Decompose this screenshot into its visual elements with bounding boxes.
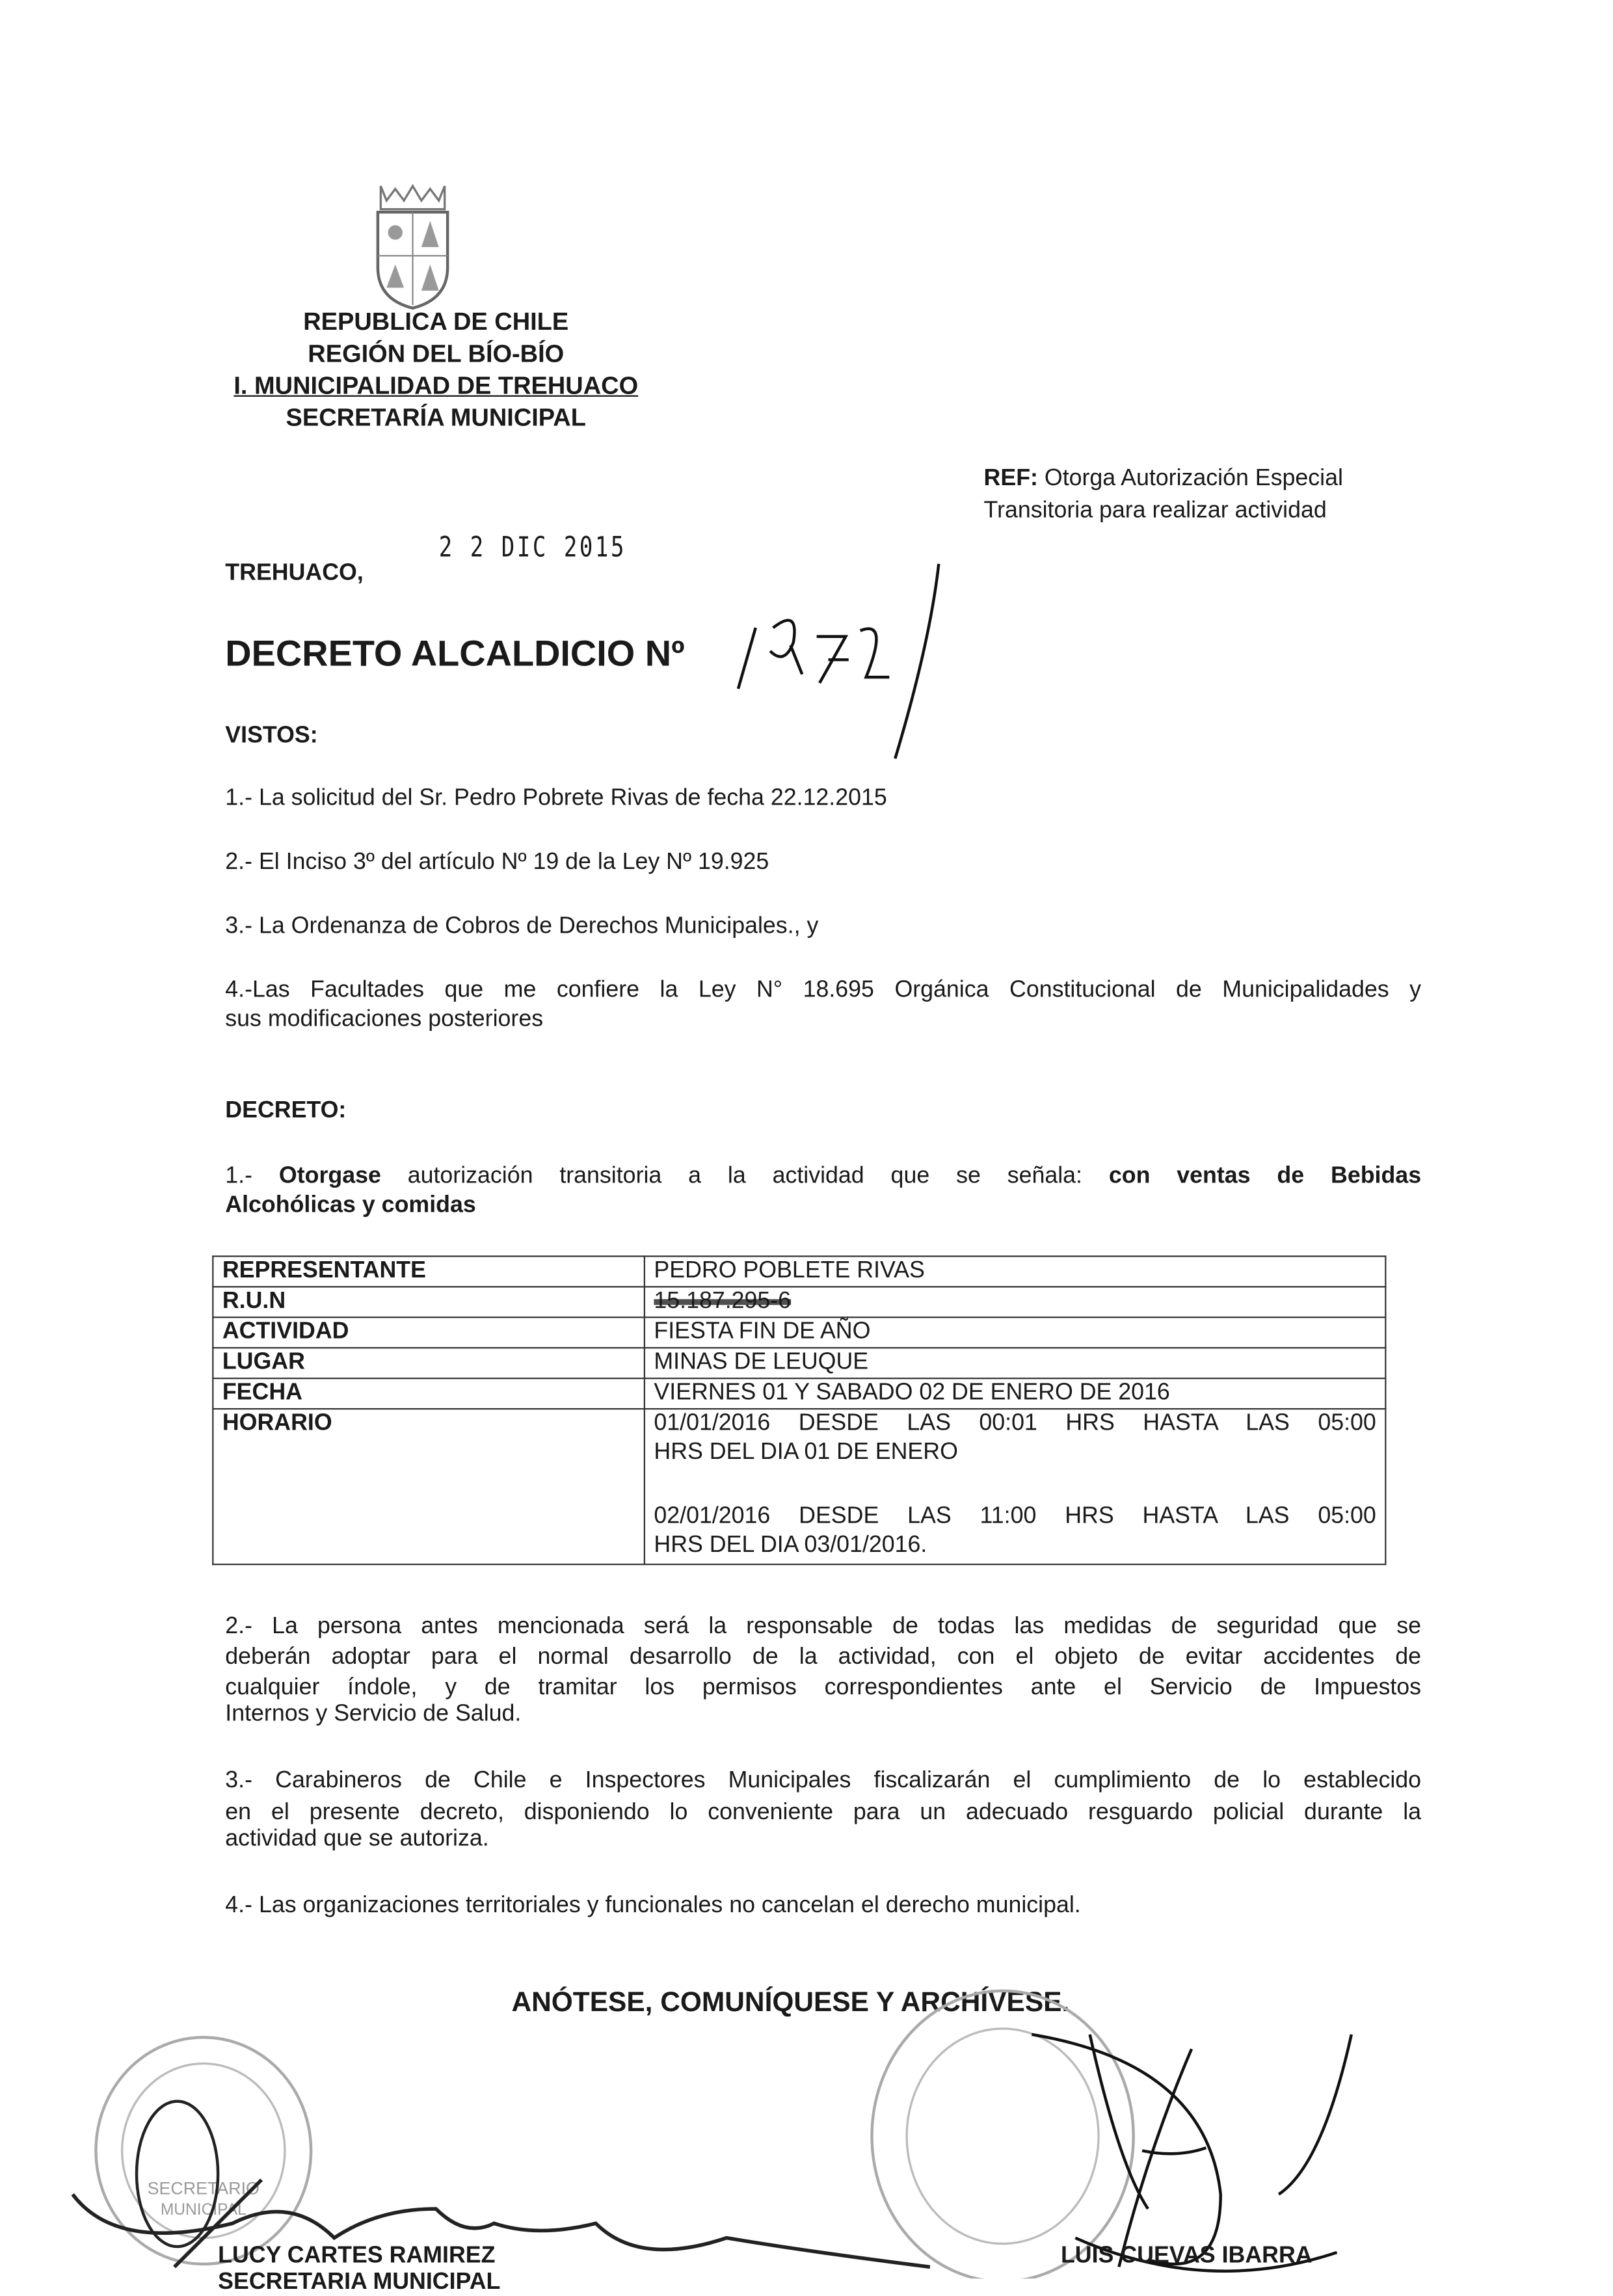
row-label: R.U.N: [213, 1287, 645, 1317]
secretary-title: SECRETARIA MUNICIPAL: [218, 2269, 501, 2295]
row-label: ACTIVIDAD: [213, 1317, 645, 1348]
decreto-point-1-cont: Alcohólicas y comidas: [225, 1193, 476, 1218]
row-value: [645, 1409, 1385, 1564]
point-bold: Otorgase: [278, 1164, 381, 1189]
ref-label: REF:: [983, 466, 1038, 492]
schedule-line: HRS DEL DIA 03/01/2016.: [654, 1533, 927, 1558]
ref-text: Otorga Autorización Especial: [1044, 466, 1343, 492]
table-row: [213, 1409, 1385, 1564]
date-stamp: 2 2 DIC 2015: [438, 531, 626, 564]
row-value: FIESTA FIN DE AÑO: [645, 1317, 1385, 1348]
header-municipality: I. MUNICIPALIDAD DE TREHUACO: [233, 371, 639, 400]
handwritten-decree-number: [727, 555, 959, 773]
decreto-point-2: Internos y Servicio de Salud.: [225, 1702, 522, 1727]
ref-line1: [984, 466, 1343, 492]
row-label: LUGAR: [213, 1348, 645, 1378]
row-value: VIERNES 01 Y SABADO 02 DE ENERO DE 2016: [645, 1378, 1385, 1409]
schedule-line: HRS DEL DIA 01 DE ENERO: [654, 1440, 958, 1465]
row-label: HORARIO: [213, 1409, 645, 1564]
row-value: [645, 1287, 1385, 1317]
decreto-point-2: 2.- La persona antes mencionada será la responsable de todas las medidas de seguridad que se: [225, 1614, 1422, 1640]
vistos-item: 2.- El Inciso 3º del artículo Nº 19 de la Ley Nº 19.925: [225, 850, 769, 875]
row-label: FECHA: [213, 1378, 645, 1409]
vistos-item: 1.- La solicitud del Sr. Pedro Pobrete Rivas de fecha 22.12.2015: [225, 786, 887, 811]
point-number: 1.-: [225, 1164, 279, 1189]
place: TREHUACO,: [225, 561, 364, 586]
row-label: REPRESENTANTE: [213, 1256, 645, 1287]
activity-details-table: [212, 1255, 1386, 1565]
svg-text:MUNICIPAL: MUNICIPAL: [160, 2200, 247, 2219]
table-row: [213, 1256, 1385, 1287]
vistos-item: 4.-Las Facultades que me confiere la Ley N° 18.695 Orgánica Constitucional de Municipalidades y: [225, 978, 1422, 1003]
table-row: [213, 1317, 1385, 1348]
closing-formula: ANÓTESE, COMUNÍQUESE Y ARCHÍVESE.: [511, 1988, 1070, 2019]
decree-title: DECRETO ALCALDICIO Nº: [225, 634, 685, 674]
decreto-point-1: [225, 1164, 1421, 1190]
ref-line2: Transitoria para realizar actividad: [983, 498, 1327, 524]
decreto-point-3: 3.- Carabineros de Chile e Inspectores Municipales fiscalizarán el cumplimiento de lo establecido: [225, 1769, 1422, 1794]
table-row: [213, 1348, 1385, 1378]
schedule-line: 02/01/2016 DESDE LAS 11:00 HRS HASTA LAS 05:00: [654, 1504, 1376, 1529]
table-row: [213, 1378, 1385, 1409]
vistos-item: 3.- La Ordenanza de Cobros de Derechos Municipales., y: [225, 914, 819, 939]
header-region: REGIÓN DEL BÍO-BÍO: [308, 340, 565, 368]
point-text: autorización transitoria a la actividad que se señala:: [380, 1164, 1109, 1189]
decreto-point-4: 4.- Las organizaciones territoriales y funcionales no cancelan el derecho municipal.: [225, 1893, 1081, 1919]
secretary-name: LUCY CARTES RAMIREZ: [218, 2243, 496, 2269]
decreto-point-2: deberán adoptar para el normal desarrollo de la actividad, con el objeto de evitar accidentes de: [225, 1645, 1422, 1670]
decreto-heading: DECRETO:: [225, 1099, 347, 1124]
redacted-run: 15.187.295-6: [654, 1288, 792, 1314]
row-value: PEDRO POBLETE RIVAS: [645, 1256, 1385, 1287]
header-country: REPUBLICA DE CHILE: [303, 308, 569, 336]
mayor-name: LUIS CUEVAS IBARRA: [1060, 2243, 1313, 2269]
table-row: [213, 1287, 1385, 1317]
vistos-heading: VISTOS:: [225, 723, 318, 749]
decreto-point-2: cualquier índole, y de tramitar los permisos correspondientes ante el Servicio de Impuestos: [225, 1675, 1422, 1701]
decreto-point-3: en el presente decreto, disponiendo lo conveniente para un adecuado resguardo policial durante la: [225, 1800, 1422, 1826]
row-value: MINAS DE LEUQUE: [645, 1348, 1385, 1378]
point-bold: con ventas de Bebidas: [1108, 1164, 1422, 1189]
secretary-signature: [58, 2165, 959, 2278]
schedule-line: 01/01/2016 DESDE LAS 00:01 HRS HASTA LAS 05:00: [654, 1411, 1376, 1436]
vistos-item-cont: sus modificaciones posteriores: [225, 1007, 544, 1032]
header-department: SECRETARÍA MUNICIPAL: [286, 404, 586, 432]
decreto-point-3: actividad que se autoriza.: [225, 1826, 489, 1852]
coat-of-arms-logo: [372, 183, 453, 312]
svg-text:SECRETARIO: SECRETARIO: [147, 2178, 260, 2198]
